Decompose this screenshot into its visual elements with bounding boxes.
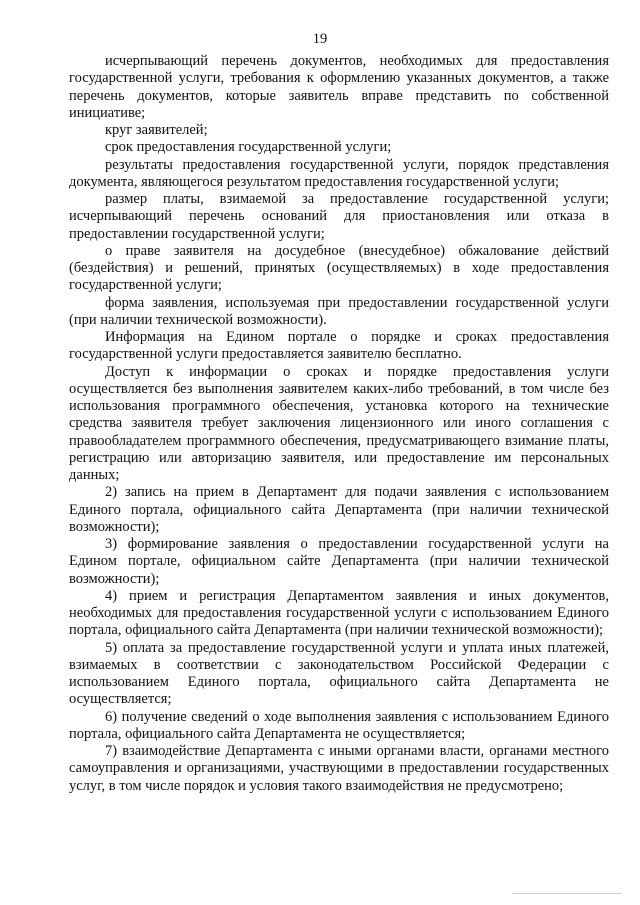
paragraph-applicants: круг заявителей; [105, 122, 208, 138]
list-item-6: 6) получение сведений о ходе выполнения заявления с использованием Единого портала, официального сайта Департамента не осуществляется; [69, 708, 609, 742]
paragraph-information-access: Доступ к информации о сроках и порядке предоставления услуги осуществляется без выполнения заявителем каких-либо требований, в том числе без использования программного обеспечения, установка которого на технические средства заявителя требует заключения лицензионного или иного соглашения с правообладателем программного обеспечения, предусматривающего взимание платы, регистрацию или авторизацию заявителя, или предоставление им персональных данных; [69, 363, 609, 483]
document-body [69, 53, 609, 795]
footer-rule [512, 893, 622, 894]
list-item-5: 5) оплата за предоставление государственной услуги и уплата иных платежей, взимаемых в соответствии с законодательством Российской Федерации с использованием Единого портала, официального сайта Департамента не осуществляется; [69, 639, 609, 708]
paragraph-appeal-right: о праве заявителя на досудебное (внесудебное) обжалование действий (бездействия) и решений, принятых (осуществляемых) в ходе предоставления государственной услуги; [69, 242, 609, 294]
list-item-7: 7) взаимодействие Департамента с иными органами власти, органами местного самоуправления и организациями, участвующими в предоставлении государственных услуг, в том числе порядок и условия такого взаимодействия не предусмотрено; [69, 743, 609, 794]
list-item-3: 3) формирование заявления о предоставлении государственной услуги на Едином портале, официальном сайте Департамента (при наличии технической возможности); [69, 536, 609, 587]
paragraph-application-form: форма заявления, используемая при предоставлении государственной услуги (при наличии технической возможности). [69, 294, 609, 328]
paragraph-free-information: Информация на Едином портале о порядке и сроках предоставления государственной услуги предоставляется заявителю бесплатно. [69, 329, 609, 363]
paragraph-service-results: результаты предоставления государственной услуги, порядок представления документа, являющегося результатом предоставления государственной услуги; [69, 156, 609, 190]
page-number: 19 [312, 31, 328, 47]
list-item-2: 2) запись на прием в Департамент для подачи заявления с использованием Единого портала, официального сайта Департамента (при наличии технической возможности); [69, 484, 609, 535]
paragraph-service-term: срок предоставления государственной услуги; [105, 139, 392, 156]
list-item-4: 4) прием и регистрация Департаментом заявления и иных документов, необходимых для предоставления государственной услуги с использованием Единого портала, официального сайта Департамента (при наличии технической возможности); [69, 587, 609, 639]
paragraph-fee-and-refusal: размер платы, взимаемой за предоставление государственной услуги; исчерпывающий перечень оснований для приостановления или отказа в предоставлении государственной услуги; [69, 191, 609, 242]
paragraph-required-documents: исчерпывающий перечень документов, необходимых для предоставления государственной услуги, требования к оформлению указанных документов, а также перечень документов, которые заявитель вправе представить по собственной инициативе; [69, 53, 609, 121]
